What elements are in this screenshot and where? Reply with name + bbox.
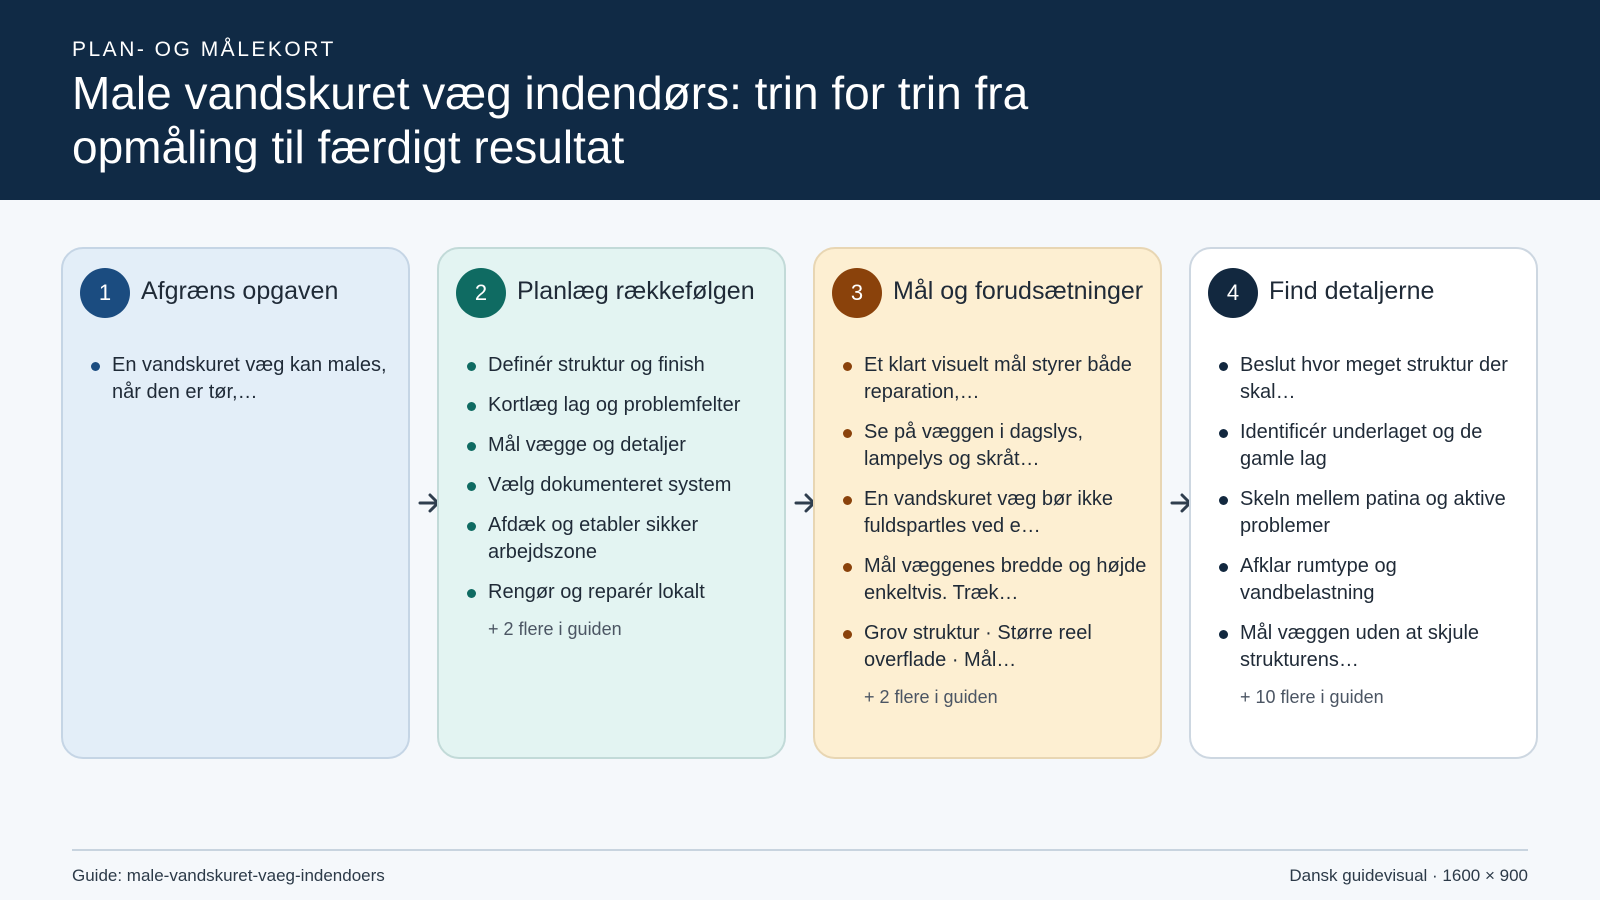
footer-meta: Dansk guidevisual · 1600 × 900: [1289, 866, 1528, 885]
list-item: [841, 419, 1159, 473]
list-item-text: Skeln mellem patina og aktive problemer: [1240, 488, 1506, 537]
step-item-list: [89, 352, 407, 419]
list-item: [1217, 620, 1535, 674]
header-banner: [0, 0, 1600, 200]
list-item-text: Definér struktur og finish: [488, 354, 705, 376]
list-item-text: Afklar rumtype og vandbelastning: [1240, 555, 1397, 604]
footer-guide-slug: Guide: male-vandskuret-vaeg-indendoers: [72, 866, 385, 885]
list-item: [1217, 486, 1535, 540]
list-item: [465, 512, 783, 566]
bullet-dot-icon: [467, 442, 476, 451]
step-title: Mål og forudsætninger: [893, 277, 1144, 305]
footer-divider: [72, 849, 1528, 851]
more-in-guide-note: + 2 flere i guiden: [488, 619, 622, 639]
list-item: [1217, 419, 1535, 473]
list-item-text: Vælg dokumenteret system: [488, 474, 732, 496]
list-item-text: Grov struktur · Større reel overflade · Mål…: [864, 622, 1092, 671]
list-item: [465, 392, 783, 419]
list-item: [465, 352, 783, 379]
list-item-text: Mål vægge og detaljer: [488, 434, 686, 456]
bullet-dot-icon: [843, 429, 852, 438]
list-item-text: Mål væggenes bredde og højde enkeltvis. Træk…: [864, 555, 1147, 604]
list-item: [1217, 352, 1535, 406]
step-number-badge: 2: [456, 268, 506, 318]
bullet-dot-icon: [843, 630, 852, 639]
list-item-text: Mål væggen uden at skjule strukturens…: [1240, 622, 1480, 671]
bullet-dot-icon: [1219, 496, 1228, 505]
step-card-3: [813, 247, 1162, 759]
list-item-text: Identificér underlaget og de gamle lag: [1240, 421, 1483, 470]
page-title: Male vandskuret væg indendørs: trin for trin fra opmåling til færdigt resultat: [72, 67, 1029, 173]
bullet-dot-icon: [467, 522, 476, 531]
step-number-badge: 1: [80, 268, 130, 318]
bullet-dot-icon: [1219, 429, 1228, 438]
list-item: [465, 472, 783, 499]
list-item: [841, 486, 1159, 540]
kicker-label: PLAN- OG MÅLEKORT: [72, 38, 336, 61]
list-item-text: Rengør og reparér lokalt: [488, 581, 705, 603]
more-in-guide-note: + 2 flere i guiden: [864, 687, 998, 707]
bullet-dot-icon: [1219, 630, 1228, 639]
bullet-dot-icon: [467, 362, 476, 371]
bullet-dot-icon: [1219, 563, 1228, 572]
list-item: [1217, 553, 1535, 607]
step-item-list: [1217, 352, 1535, 708]
bullet-dot-icon: [467, 402, 476, 411]
step-item-list: [465, 352, 783, 640]
list-item-text: En vandskuret væg bør ikke fuldspartles ved e…: [864, 488, 1113, 537]
step-title: Afgræns opgaven: [141, 277, 339, 305]
step-title: Planlæg rækkefølgen: [517, 277, 755, 305]
list-item: [465, 432, 783, 459]
step-number-badge: 4: [1208, 268, 1258, 318]
step-card-2: [437, 247, 786, 759]
list-item-text: En vandskuret væg kan males, når den er tør,…: [112, 354, 387, 403]
step-card-4: [1189, 247, 1538, 759]
list-item: [841, 352, 1159, 406]
list-item-text: Se på væggen i dagslys, lampelys og skråt…: [864, 421, 1084, 470]
list-item-text: Et klart visuelt mål styrer både reparation,…: [864, 354, 1132, 403]
step-number-badge: 3: [832, 268, 882, 318]
step-title: Find detaljerne: [1269, 277, 1435, 305]
list-item: [841, 620, 1159, 674]
list-item-text: Afdæk og etabler sikker arbejdszone: [488, 514, 699, 563]
list-item-text: Kortlæg lag og problemfelter: [488, 394, 741, 416]
list-item-text: Beslut hvor meget struktur der skal…: [1240, 354, 1508, 403]
bullet-dot-icon: [843, 362, 852, 371]
list-item: [841, 553, 1159, 607]
bullet-dot-icon: [843, 496, 852, 505]
list-item: [89, 352, 407, 406]
step-card-1: [61, 247, 410, 759]
step-item-list: [841, 352, 1159, 708]
bullet-dot-icon: [467, 589, 476, 598]
bullet-dot-icon: [1219, 362, 1228, 371]
bullet-dot-icon: [843, 563, 852, 572]
more-in-guide-note: + 10 flere i guiden: [1240, 687, 1384, 707]
bullet-dot-icon: [91, 362, 100, 371]
list-item: [465, 579, 783, 606]
bullet-dot-icon: [467, 482, 476, 491]
